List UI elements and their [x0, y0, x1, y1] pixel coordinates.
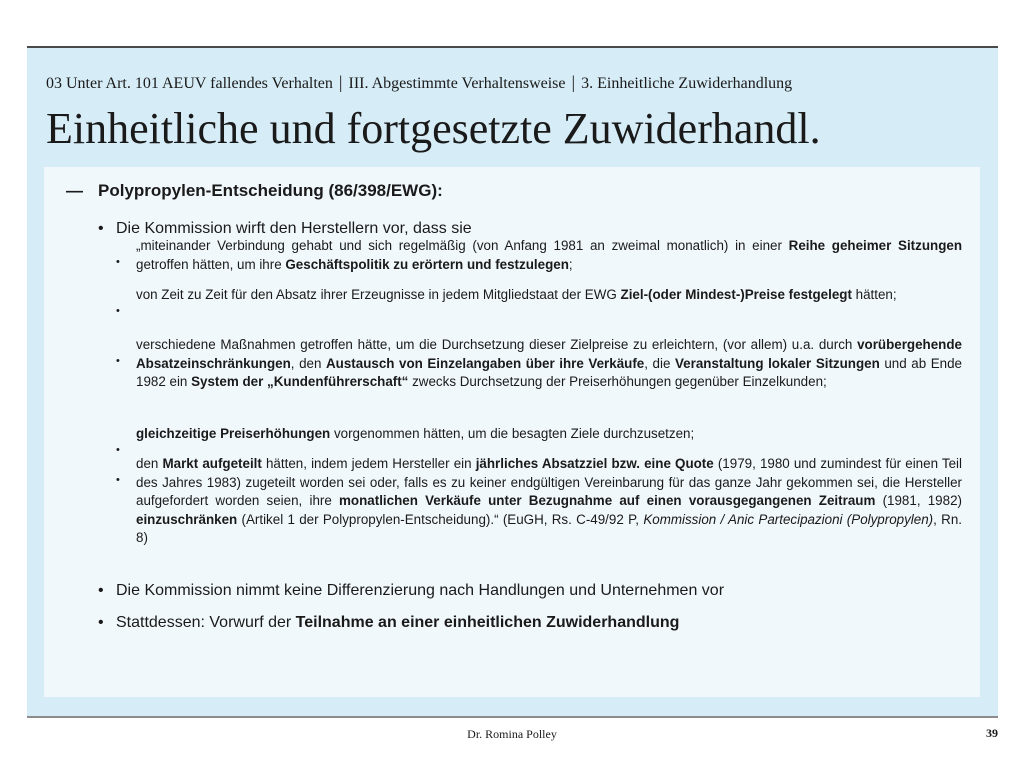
item-text-run: und ab Ende 1982 ein	[136, 355, 963, 389]
item-text-run: hätten;	[851, 287, 897, 302]
point-text-run: Stattdessen: Vorwurf der	[116, 614, 296, 631]
bullet-icon: •	[116, 444, 120, 456]
breadcrumb	[46, 72, 986, 93]
heading-text: Polypropylen-Entscheidung (86/398/EWG):	[98, 181, 443, 200]
item-bold-run: Reihe geheimer Sitzungen	[788, 238, 963, 253]
item-text	[136, 425, 962, 444]
intro-text: Die Kommission wirft den Herstellern vor, dass sie	[116, 220, 472, 237]
bullet-icon: •	[98, 220, 104, 237]
bullet-icon: •	[116, 355, 120, 367]
item-text-run: , die	[644, 355, 675, 371]
breadcrumb-separator: |	[571, 72, 576, 92]
item-bold-run: monatlichen Verkäufe unter Bezugnahme auf einen vorausgegangenen Zeitraum	[339, 493, 876, 508]
bullet-icon: •	[98, 614, 104, 631]
item-bold-run: einzuschränken	[136, 511, 238, 527]
footer-author: Dr. Romina Polley	[467, 727, 557, 741]
list-item	[116, 456, 962, 548]
point-text	[116, 614, 679, 632]
item-text-run: getroffen hätten, um ihre	[136, 256, 286, 272]
breadcrumb-part-3: 3. Einheitliche Zuwiderhandlung	[581, 75, 793, 92]
breadcrumb-part-2: III. Abgestimmte Verhaltensweise	[348, 75, 566, 92]
breadcrumb-part-1: 03 Unter Art. 101 AEUV fallendes Verhalten	[46, 75, 333, 92]
item-text-run: (1981, 1982)	[875, 493, 962, 508]
bottom-rule	[27, 716, 998, 718]
heading-dash: —	[66, 181, 83, 200]
item-text-run: zwecks Durchsetzung der Preiserhöhungen gegenüber Einzelkunden;	[408, 374, 827, 389]
item-text-run: von Zeit zu Zeit für den Absatz ihrer Erzeugnisse in jedem Mitgliedstaat der EWG	[136, 287, 621, 302]
point-bold-run: Teilnahme an einer einheitlichen Zuwiderhandlung	[295, 614, 680, 631]
item-text-run: vorgenommen hätten, um die besagten Ziele durchzusetzen;	[330, 426, 695, 441]
item-bold-run: Geschäftspolitik zu erörtern und festzulegen	[285, 256, 569, 272]
item-text-run: verschiedene Maßnahmen getroffen hätte, um die Durchsetzung dieser Zielpreise zu erleichtern, (vor allem) u.a. durch	[136, 337, 858, 352]
bullet-icon: •	[116, 305, 120, 317]
item-text-run: , Rn. 8)	[136, 511, 962, 545]
item-text-run: , den	[290, 355, 326, 371]
item-bold-run: vorübergehende Absatzeinschränkungen	[136, 337, 962, 371]
item-bold-run: Austausch von Einzelangaben über ihre Verkäufe	[325, 355, 645, 371]
item-text-run: hätten, indem jedem Hersteller ein	[261, 456, 476, 471]
item-bold-run: System der „Kundenführerschaft“	[191, 374, 409, 389]
item-text	[136, 286, 962, 305]
item-text-run: (Artikel 1 der Polypropylen-Entscheidung).“ (EuGH, Rs. C-49/92 P,	[237, 511, 644, 527]
item-text-run: (1979, 1980 und zumindest für einen Teil des Jahres 1983) zugeteilt worden sei oder, falls es zu keiner endgültigen Vereinbarung für das ganze Jahr gekommen sei, die Hersteller aufgefordert worden seien, ihre	[136, 456, 962, 508]
item-text-run: den	[136, 456, 163, 471]
item-italic-run: Kommission / Anic Partecipazioni (Polypropylen)	[643, 511, 934, 527]
list-item	[116, 238, 963, 274]
bullet-icon: •	[116, 256, 120, 268]
item-bold-run: Ziel-(oder Mindest-)Preise festgelegt	[620, 287, 852, 302]
bullet-icon: •	[98, 582, 104, 599]
item-text-run: „miteinander Verbindung gehabt und sich regelmäßig (von Anfang 1981 an zweimal monatlich) in einer	[136, 238, 789, 253]
section-heading	[66, 181, 966, 201]
list-item	[116, 426, 962, 456]
bullet-icon: •	[116, 474, 120, 486]
item-bold-run: Veranstaltung lokaler Sitzungen	[674, 355, 880, 371]
list-item	[116, 287, 962, 317]
item-text	[136, 455, 962, 548]
item-text	[136, 237, 962, 274]
item-bold-run: jährliches Absatzziel bzw. eine Quote	[475, 456, 714, 471]
breadcrumb-separator: |	[338, 72, 343, 92]
page-title: Einheitliche und fortgesetzte Zuwiderhandl.	[46, 104, 821, 153]
list-item	[116, 337, 963, 392]
item-bold-run: gleichzeitige Preiserhöhungen	[136, 426, 331, 441]
item-bold-run: Markt aufgeteilt	[162, 456, 262, 471]
page-number: 39	[986, 726, 998, 740]
item-text-run: ;	[568, 256, 573, 272]
item-text	[136, 336, 962, 392]
point-text: Die Kommission nimmt keine Differenzierung nach Handlungen und Unternehmen vor	[116, 582, 725, 599]
